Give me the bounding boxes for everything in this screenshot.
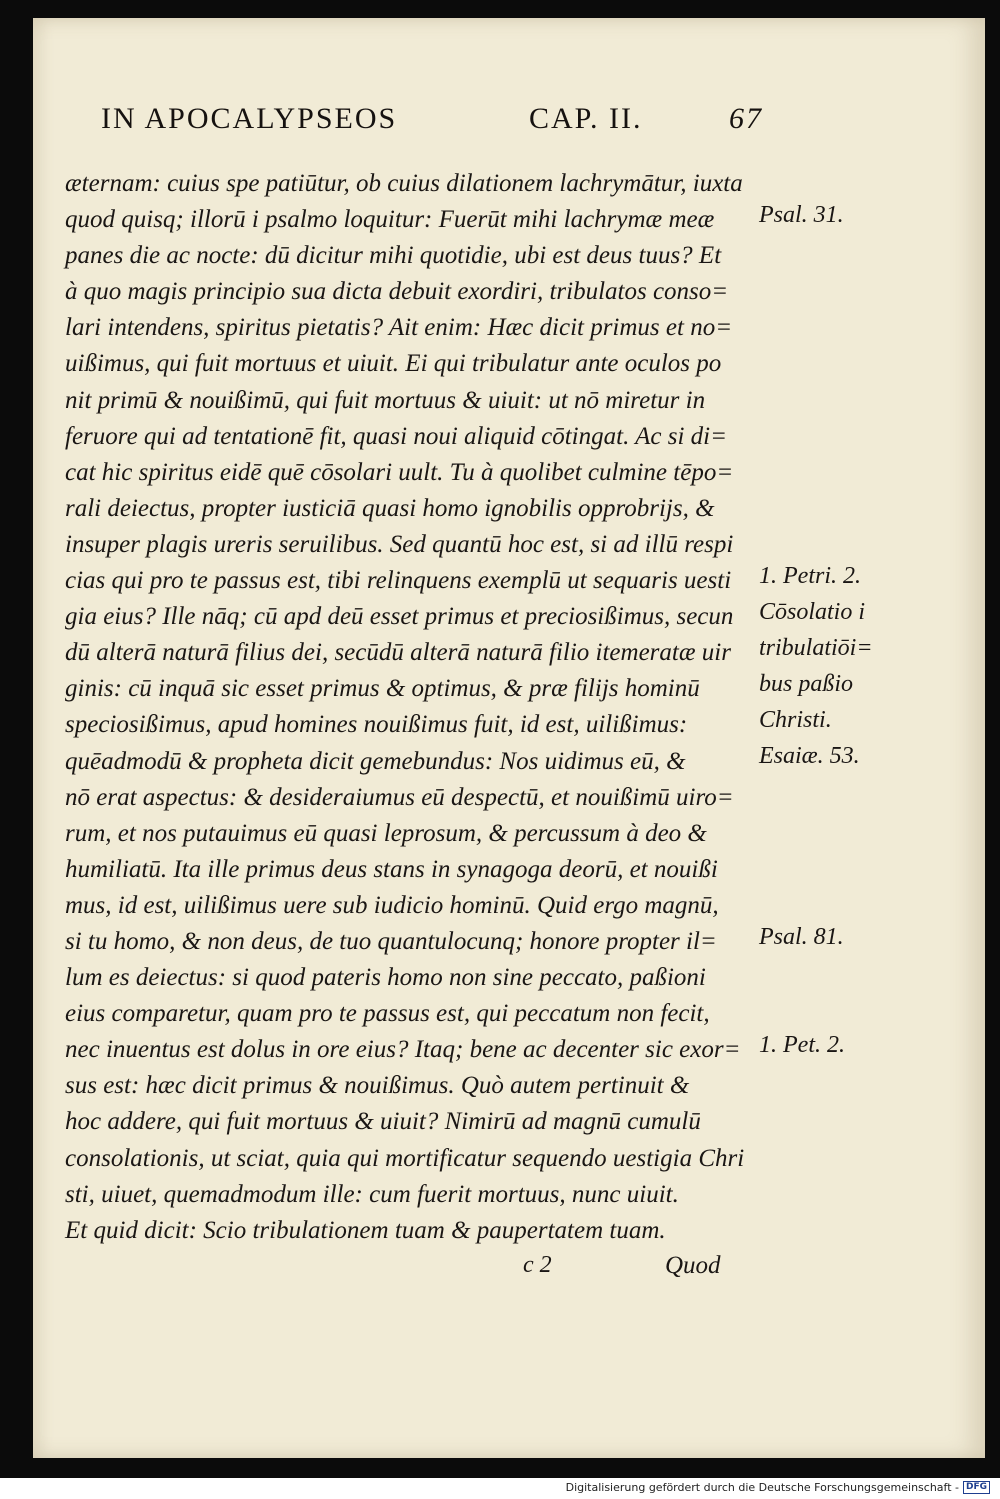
text-line: lari intendens, spiritus pietatis? Ait enim: Hæc dicit primus et no= [65,314,733,342]
text-line: uißimus, qui fuit mortuus et uiuit. Ei qui tribulatur ante oculos po [65,350,722,378]
text-line: feruore qui ad tentationē fit, quasi noui aliquid cōtingat. Ac si di= [65,422,727,450]
text-line: quēadmodū & propheta dicit gemebundus: Nos uidimus eū, & [65,747,686,775]
running-head-title: IN APOCALYPSEOS [101,102,398,135]
text-line: cat hic spiritus eidē quē cōsolari uult. Tu à quolibet culmine tēpo= [65,458,734,486]
page-number: 67 [729,102,763,135]
text-line: rali deiectus, propter iusticiā quasi homo ignobilis opprobrijs, & [65,494,715,522]
credit-text: Digitalisierung gefördert durch die Deutsche Forschungsgemeinschaft - [565,1481,959,1494]
book-page [33,18,985,1458]
text-line: speciosißimus, apud homines nouißimus fuit, id est, uilißimus: [65,711,688,739]
margin-note: Psal. 31. [759,202,844,228]
margin-note: tribulatiōi= [759,635,873,661]
margin-note: Christi. [759,707,832,733]
text-line: quod quisq; illorū i psalmo loquitur: Fuerūt mihi lachrymæ meæ [65,206,715,234]
page-footer [523,1252,823,1288]
text-line: lum es deiectus: si quod pateris homo non sine peccato, paßioni [65,964,706,992]
margin-note: bus paßio [759,671,854,697]
text-line: si tu homo, & non deus, de tuo quantulocunq; honore propter il= [65,927,717,955]
text-line: hoc addere, qui fuit mortuus & uiuit? Nimirū ad magnū cumulū [65,1108,701,1136]
signature-mark: c 2 [523,1252,552,1278]
text-line: panes die ac nocte: dū dicitur mihi quotidie, ubi est deus tuus? Et [65,242,722,270]
text-line: Et quid dicit: Scio tribulationem tuam & paupertatem tuam. [65,1216,666,1244]
text-line: ginis: cū inquā sic esset primus & optimus, & præ filijs hominū [65,675,700,703]
text-line: sus est: hæc dicit primus & nouißimus. Quò autem pertinuit & [65,1072,690,1100]
text-line: mus, id est, uilißimus uere sub iudicio hominū. Quid ergo magnū, [65,891,719,919]
text-line: æternam: cuius spe patiūtur, ob cuius dilationem lachrymātur, iuxta [65,170,743,197]
text-line: nit primū & nouißimū, qui fuit mortuus & uiuit: ut nō miretur in [65,386,706,414]
text-line: à quo magis principio sua dicta debuit exordiri, tribulatos conso= [65,278,729,306]
text-line: dū alterā naturā filius dei, secūdū alterā naturā filio itemeratæ uir [65,639,731,667]
text-line: nec inuentus est dolus in ore eius? Itaq; bene ac decenter sic exor= [65,1036,741,1064]
margin-note: Esaiæ. 53. [759,743,860,769]
margin-note: 1. Pet. 2. [759,1032,845,1058]
text-line: nō erat aspectus: & desideraiumus eū despectū, et nouißimū uiro= [65,783,734,811]
text-line: humiliatū. Ita ille primus deus stans in synagoga deorū, et nouißi [65,855,718,883]
text-line: rum, et nos putauimus eū quasi leprosum, & percussum à deo & [65,819,707,847]
running-head [101,102,821,146]
text-line: insuper plagis ureris seruilibus. Sed quantū hoc est, si ad illū respi [65,530,734,558]
text-line: consolationis, ut sciat, quia qui mortificatur sequendo uestigia Chri [65,1144,745,1172]
digitization-credit [566,1481,990,1494]
margin-note: 1. Petri. 2. [759,563,861,589]
text-line: eius comparetur, quam pro te passus est, qui peccatum non fecit, [65,1000,710,1028]
body-text [65,166,800,1249]
margin-note: Psal. 81. [759,924,844,950]
catchword: Quod [665,1252,721,1279]
running-head-chapter: CAP. II. [529,102,643,135]
text-line: gia eius? Ille nāq; cū apd deū esset primus et preciosißimus, secun [65,603,734,631]
text-line: cias qui pro te passus est, tibi relinquens exemplū ut sequaris uesti [65,567,732,595]
margin-note: Cōsolatio i [759,599,866,625]
text-line: sti, uiuet, quemadmodum ille: cum fuerit mortuus, nunc uiuit. [65,1180,679,1208]
dfg-logo-icon: DFG [963,1481,990,1494]
